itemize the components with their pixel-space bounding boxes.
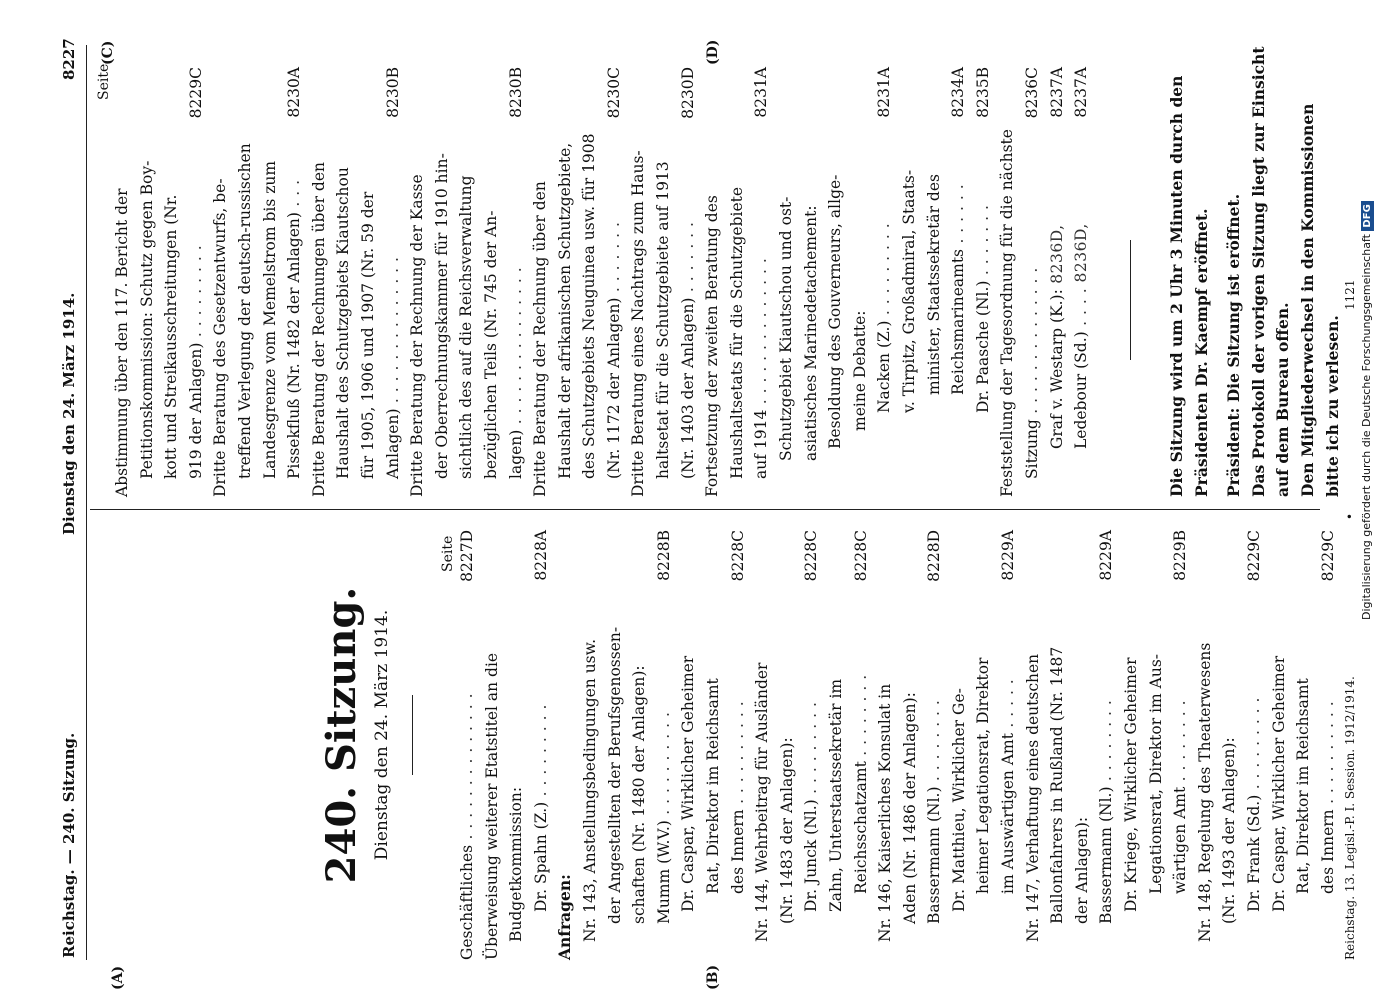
right-entry — [184, 67, 209, 497]
left-entry — [480, 530, 505, 960]
right-entry-text: Dritte Beratung des Gesetzentwurfs, be- — [211, 178, 230, 497]
title-rule — [412, 695, 413, 775]
left-entry — [1316, 530, 1341, 960]
left-entry — [996, 530, 1021, 960]
right-entry-leader: 8236D, — [1047, 224, 1066, 290]
right-page-ref: 8229C — [186, 67, 205, 119]
left-entry-text: Rat, Direktor im Reichsamt — [1294, 678, 1313, 894]
left-entry — [578, 530, 603, 960]
left-column — [455, 530, 1340, 960]
left-page-ref: 8229A — [999, 530, 1018, 581]
left-entry-text: Überweisung weiterer Etatstitel an die — [482, 652, 501, 960]
dfg-logo: DFG — [1361, 201, 1374, 230]
right-entry — [258, 67, 283, 497]
left-entry-text: Nr. 146, Kaiserliches Konsulat in — [876, 683, 895, 942]
right-entry-text: meine Debatte: — [850, 310, 869, 431]
left-entry — [873, 530, 898, 960]
left-entry-text: Rat, Direktor im Reichsamt — [703, 678, 722, 894]
seite-label-right: Seite — [96, 63, 112, 100]
left-entry-text: Aden (Nr. 1486 der Anlagen): — [900, 692, 919, 924]
right-entry — [922, 67, 947, 497]
right-entry — [479, 67, 504, 497]
right-entry-text: treffend Verlegung der deutsch-russischen — [235, 143, 254, 479]
margin-mark-b: (B) — [705, 964, 721, 990]
left-page-ref: 8228C — [802, 530, 821, 582]
right-entry-text: asiatisches Marinedetachement: — [801, 205, 820, 461]
left-entry — [1291, 530, 1316, 960]
left-entry — [775, 530, 800, 960]
page-number: 8227 — [60, 38, 78, 80]
running-header-center: Dienstag den 24. März 1914. — [60, 292, 78, 535]
right-entry — [626, 67, 651, 497]
right-entry-text: Ledebour (Sd.) . . . . 8236D, — [1072, 223, 1091, 449]
left-entry — [824, 530, 849, 960]
left-entry — [1021, 530, 1046, 960]
left-entry-leader: . . . . . — [999, 678, 1018, 734]
left-entry — [898, 530, 923, 960]
left-entry-text: des Innern . . . . . . . . . . — [728, 700, 747, 894]
right-entry — [946, 67, 971, 497]
left-entry — [1267, 530, 1292, 960]
left-entry — [701, 530, 726, 960]
left-entry-text: des Innern . . . . . . . . . . — [1318, 700, 1337, 894]
right-page-ref: 8230C — [604, 67, 623, 119]
left-entry — [1168, 530, 1193, 960]
right-entry-text: sichtlich des auf die Reichsverwaltung — [457, 175, 476, 479]
protocol-line-2: auf dem Bureau offen. — [1273, 302, 1293, 497]
right-entry — [725, 67, 750, 497]
opening-line-1: Die Sitzung wird um 2 Uhr 3 Minuten durch den — [1167, 75, 1186, 497]
left-entry — [676, 530, 701, 960]
right-entry — [381, 67, 406, 497]
left-entry-leader: . . . . . . . . . . — [728, 700, 747, 810]
right-entry — [282, 67, 307, 497]
header-rule — [86, 45, 87, 960]
left-page-ref: 8228B — [654, 530, 673, 581]
right-entry-text: Haushalt des Schutzgebiets Kiautschou — [334, 167, 353, 479]
left-entry — [849, 530, 874, 960]
right-page-ref: 8231A — [752, 67, 771, 118]
left-entry — [1045, 530, 1070, 960]
left-entry — [799, 530, 824, 960]
right-page-ref: 8235B — [973, 67, 992, 118]
left-entry-text: der Anlagen): — [1072, 816, 1091, 924]
session-date: Dienstag den 24. März 1914. — [372, 609, 392, 861]
right-entry-leader: . . . . . . . — [973, 204, 992, 281]
left-entry-text: Nr. 147, Verhaftung eines deutschen — [1023, 653, 1042, 942]
right-entry-text: Landesgrenze vom Memelstrom bis zum — [260, 160, 279, 479]
left-entry-text: Dr. Junck (Nl.) . . . . . . . . . — [802, 701, 821, 912]
right-entry — [700, 67, 725, 497]
right-entry — [1069, 67, 1094, 497]
right-entry-leader: . . . . . . . . . . . . . . — [752, 257, 771, 410]
right-entry-text: Reichsmarineamts . . . . . . — [949, 183, 968, 395]
right-entry-text: Besoldung des Gouverneurs, allge- — [826, 174, 845, 449]
right-page-ref: 8237A — [1072, 67, 1091, 118]
right-entry — [971, 67, 996, 497]
opening-block — [1165, 46, 1345, 497]
right-entry — [897, 67, 922, 497]
right-entry-leader: . . . . . . . — [604, 221, 623, 298]
left-entry-text: Nr. 144, Wehrbeitrag für Ausländer — [753, 662, 772, 942]
right-entry — [602, 67, 627, 497]
right-entry-leader: . . . — [285, 179, 304, 213]
left-entry-text: Anfragen: — [555, 874, 575, 960]
right-entry-leader: . . . . . . . . . . . . . . — [383, 256, 402, 409]
footer-dot: • — [1343, 512, 1357, 520]
right-entry — [823, 67, 848, 497]
left-entry-text: der Angestellten der Berufsgenossen- — [605, 626, 624, 924]
left-entry — [1193, 530, 1218, 960]
left-entry-text: (Nr. 1483 der Anlagen): — [777, 737, 796, 924]
right-entry-text: Schutzgebiet Kiautschou und ost- — [777, 196, 796, 461]
right-page-ref: 8230D — [678, 67, 697, 119]
right-page-ref: 8231A — [875, 67, 894, 118]
left-entry-text: Bassermann (Nl.) . . . . . . . . — [925, 699, 944, 924]
right-entry-text: Dr. Paasche (Nl.) . . . . . . . — [973, 204, 992, 413]
left-entry — [553, 530, 578, 960]
left-entry-text: schaften (Nr. 1480 der Anlagen): — [630, 665, 649, 924]
left-entry-leader: . . . . . . . . — [1097, 699, 1116, 787]
left-entry-text: Dr. Caspar, Wirklicher Geheimer — [1269, 655, 1288, 912]
left-entry-leader: . . . . . . . . . . . . . . — [458, 692, 476, 845]
right-entry-leader: . . . . . . . — [678, 221, 697, 298]
right-entry-text: lagen) . . . . . . . . . . . . . . . — [506, 266, 525, 479]
right-entry — [995, 67, 1020, 497]
right-entry-text: auf 1914 . . . . . . . . . . . . . . — [752, 257, 771, 479]
right-entry-text: der Oberrechnungskammer für 1910 hin- — [432, 153, 451, 479]
president-label: Präsident: — [1224, 407, 1244, 497]
left-entry-leader: . . . . . . . . . — [802, 701, 821, 800]
right-entry — [331, 67, 356, 497]
left-page-ref: 8229A — [1097, 530, 1116, 581]
left-entry-leader: . . . . . . . . . . — [1318, 700, 1337, 810]
left-entry-text: heimer Legationsrat, Direktor — [974, 657, 993, 894]
left-entry — [529, 530, 554, 960]
right-entry-text: Abstimmung über den 117. Bericht der — [113, 188, 131, 497]
right-entry-text: kott und Streikausschreitungen (Nr. — [162, 194, 181, 479]
right-entry-text: Haushalt der afrikanischen Schutzgebiete, — [555, 142, 574, 479]
right-entry-text: des Schutzgebiets Neuguinea usw. für 1908 — [580, 133, 599, 479]
right-entry — [504, 67, 529, 497]
left-entry-text: wärtigen Amt . . . . . . . . — [1171, 699, 1190, 894]
right-entry-text: Haushaltsetats für die Schutzgebiete — [727, 186, 746, 479]
left-entry — [1144, 530, 1169, 960]
left-entry-text: Dr. Matthieu, Wirklicher Ge- — [949, 688, 968, 912]
right-entry — [1020, 67, 1045, 497]
left-page-ref: 8228D — [925, 530, 944, 582]
right-entry — [307, 67, 332, 497]
left-entry-text: Budgetkommission: — [507, 786, 526, 942]
running-header-left: Reichstag. — 240. Sitzung. — [60, 732, 78, 958]
right-entry — [577, 67, 602, 497]
right-entry-text: Anlagen) . . . . . . . . . . . . . . — [383, 256, 402, 479]
left-entry-text: Geschäftliches . . . . . . . . . . . . . . — [458, 692, 476, 960]
right-entry-text: Pissekfluß (Nr. 1482 der Anlagen) . . . — [285, 179, 304, 479]
right-entry — [110, 67, 135, 497]
president-text: Die Sitzung ist eröffnet. — [1224, 193, 1244, 408]
right-entry-leader: . . . . . . . . . — [186, 244, 205, 343]
protocol-line-3: Den Mitgliederwechsel in den Kommissionen — [1297, 103, 1317, 497]
footer-sheet-number: 1121 — [1343, 279, 1357, 310]
left-page-ref: 8229C — [1245, 530, 1263, 582]
margin-mark-c: (C) — [100, 40, 116, 65]
left-entry-leader: . . . . . . . . — [851, 674, 870, 762]
right-page-ref: 8230B — [383, 67, 402, 118]
right-entry-text: haltsetat für die Schutzgebiete auf 1913 — [654, 161, 673, 479]
right-entry-text: Sitzung . . . . . . . . . . . . . . — [1022, 267, 1041, 479]
right-entry-text: Fortsetzung der zweiten Beratung des — [703, 195, 722, 497]
left-entry — [504, 530, 529, 960]
right-column — [110, 67, 1094, 497]
left-entry-text: Nr. 148, Regelung des Theaterwesens — [1195, 642, 1214, 942]
left-entry-text: Legationsrat, Direktor im Aus- — [1146, 653, 1165, 894]
left-entry-text: Zahn, Unterstaatssekretär im — [826, 678, 845, 912]
left-entry-leader: . . . . . . . . . . — [654, 711, 673, 821]
right-entry — [799, 67, 824, 497]
left-page-ref: 8228C — [728, 530, 747, 582]
right-entry — [159, 67, 184, 497]
session-title: 240. Sitzung. — [318, 586, 365, 884]
right-page-ref: 8236C — [1022, 67, 1041, 119]
left-page-ref: 8229C — [1318, 530, 1337, 582]
left-entry — [603, 530, 628, 960]
left-entry — [1094, 530, 1119, 960]
right-entry-text: minister, Staatssekretär des — [924, 174, 943, 395]
right-entry-text: Feststellung der Tagesordnung für die nächste — [998, 129, 1017, 497]
left-entry-text: Dr. Caspar, Wirklicher Geheimer — [679, 655, 698, 912]
left-entry-text: Reichsschatzamt . . . . . . . . — [851, 674, 870, 894]
left-entry-leader: . . . . . . . . . — [1245, 697, 1263, 795]
right-entry-text: Dritte Beratung der Rechnungen über den — [309, 162, 328, 497]
left-page-ref: 8228C — [851, 530, 870, 582]
right-entry-text: 919 der Anlagen) . . . . . . . . . — [186, 244, 205, 479]
right-entry — [749, 67, 774, 497]
left-entry-text: (Nr. 1493 der Anlagen): — [1220, 737, 1239, 924]
left-page-ref: 8229B — [1171, 530, 1190, 581]
column-divider — [90, 509, 1320, 510]
right-page-ref: 8237A — [1047, 67, 1066, 118]
right-entry-text: Dritte Beratung der Rechnung über den — [531, 181, 550, 497]
right-entry-leader: . . . . 8236D, — [1072, 223, 1091, 332]
left-entry — [627, 530, 652, 960]
right-entry-text: Nacken (Z.) . . . . . . . . . — [875, 222, 894, 413]
left-entry — [1070, 530, 1095, 960]
left-entry-leader: . . . . . . . . . — [531, 704, 550, 802]
right-entry-text: für 1905, 1906 und 1907 (Nr. 59 der — [358, 191, 377, 479]
right-entry — [233, 67, 258, 497]
right-entry-text: v. Tirpitz, Großadmiral, Staats- — [900, 169, 918, 413]
left-entry-text: im Auswärtigen Amt . . . . . — [999, 678, 1018, 894]
right-entry — [676, 67, 701, 497]
left-entry — [726, 530, 751, 960]
left-entry-leader: . . . . . . . . — [925, 699, 944, 787]
left-entry-text: Nr. 143, Anstellungsbedingungen usw. — [580, 639, 599, 942]
left-page-ref: 8227D — [458, 530, 476, 582]
right-entry — [356, 67, 381, 497]
right-entry-leader: . . . . . . . . . . . . . . — [1022, 267, 1041, 420]
left-entry — [1242, 530, 1267, 960]
right-entry-text: Graf v. Westarp (K.): 8236D, — [1047, 224, 1066, 449]
margin-mark-d: (D) — [705, 39, 721, 65]
left-entry — [652, 530, 677, 960]
left-entry — [971, 530, 996, 960]
digitization-text: Digitalisierung gefördert durch die Deutsche Forschungsgemeinschaft — [1360, 234, 1373, 620]
seite-label-left: Seite — [440, 535, 456, 572]
president-line — [1222, 67, 1247, 497]
right-entry-text: (Nr. 1403 der Anlagen) . . . . . . . — [678, 221, 697, 479]
right-entry — [430, 67, 455, 497]
right-entry-leader: . . . . . . . . . — [875, 222, 894, 321]
left-page-ref: 8228A — [531, 530, 550, 581]
right-entry-leader: . . . . . . . . . . . . . . . — [506, 266, 525, 430]
opening-line-2: Präsidenten Dr. Kaempf eröffnet. — [1191, 208, 1211, 497]
footer-left: Reichstag. 13. Legisl.-P. I. Session. 1912/1914. — [1343, 676, 1357, 960]
right-entry-text: Petitionskommission: Schutz gegen Boy- — [137, 160, 156, 479]
right-entry-text: bezüglichen Teils (Nr. 745 der An- — [481, 210, 500, 479]
right-entry — [208, 67, 233, 497]
left-entry-leader: . . . . . . . . — [1171, 699, 1190, 787]
right-page-ref: 8230A — [285, 67, 304, 118]
right-entry — [405, 67, 430, 497]
left-entry-text: Ballonfahrers in Rußland (Nr. 1487 — [1048, 646, 1067, 924]
left-entry-text: Dr. Frank (Sd.) . . . . . . . . . — [1245, 697, 1263, 912]
right-entry — [454, 67, 479, 497]
left-entry — [750, 530, 775, 960]
left-entry — [947, 530, 972, 960]
left-entry — [1119, 530, 1144, 960]
right-entry — [553, 67, 578, 497]
margin-mark-a: (A) — [110, 965, 126, 990]
left-entry-text: Dr. Kriege, Wirklicher Geheimer — [1122, 657, 1141, 912]
left-entry — [455, 530, 480, 960]
right-entry — [848, 67, 873, 497]
left-entry-text: Dr. Spahn (Z.) . . . . . . . . . — [531, 704, 550, 912]
digitization-note — [1360, 201, 1373, 620]
left-entry-text: Mumm (W.V.) . . . . . . . . . . — [654, 711, 673, 924]
right-entry — [528, 67, 553, 497]
right-entry-text: Dritte Beratung eines Nachtrags zum Haus- — [629, 150, 648, 497]
right-entry-text: (Nr. 1172 der Anlagen) . . . . . . . — [604, 221, 623, 479]
right-entry — [135, 67, 160, 497]
right-entry — [872, 67, 897, 497]
right-entry — [1045, 67, 1070, 497]
left-entry — [922, 530, 947, 960]
right-page-ref: 8230B — [506, 67, 525, 118]
right-entry — [651, 67, 676, 497]
right-entry — [774, 67, 799, 497]
left-entry — [1217, 530, 1242, 960]
right-page-ref: 8234A — [949, 67, 968, 118]
protocol-line-1: Das Protokoll der vorigen Sitzung liegt zur Einsicht — [1248, 46, 1268, 497]
right-entry-text: Dritte Beratung der Rechnung der Kasse — [408, 174, 427, 497]
right-entry-leader: . . . . . . — [949, 183, 968, 249]
left-entry-text: Bassermann (Nl.) . . . . . . . . — [1097, 699, 1116, 924]
protocol-line-4: bitte ich zu verlesen. — [1322, 315, 1342, 497]
section-rule — [1130, 240, 1131, 360]
